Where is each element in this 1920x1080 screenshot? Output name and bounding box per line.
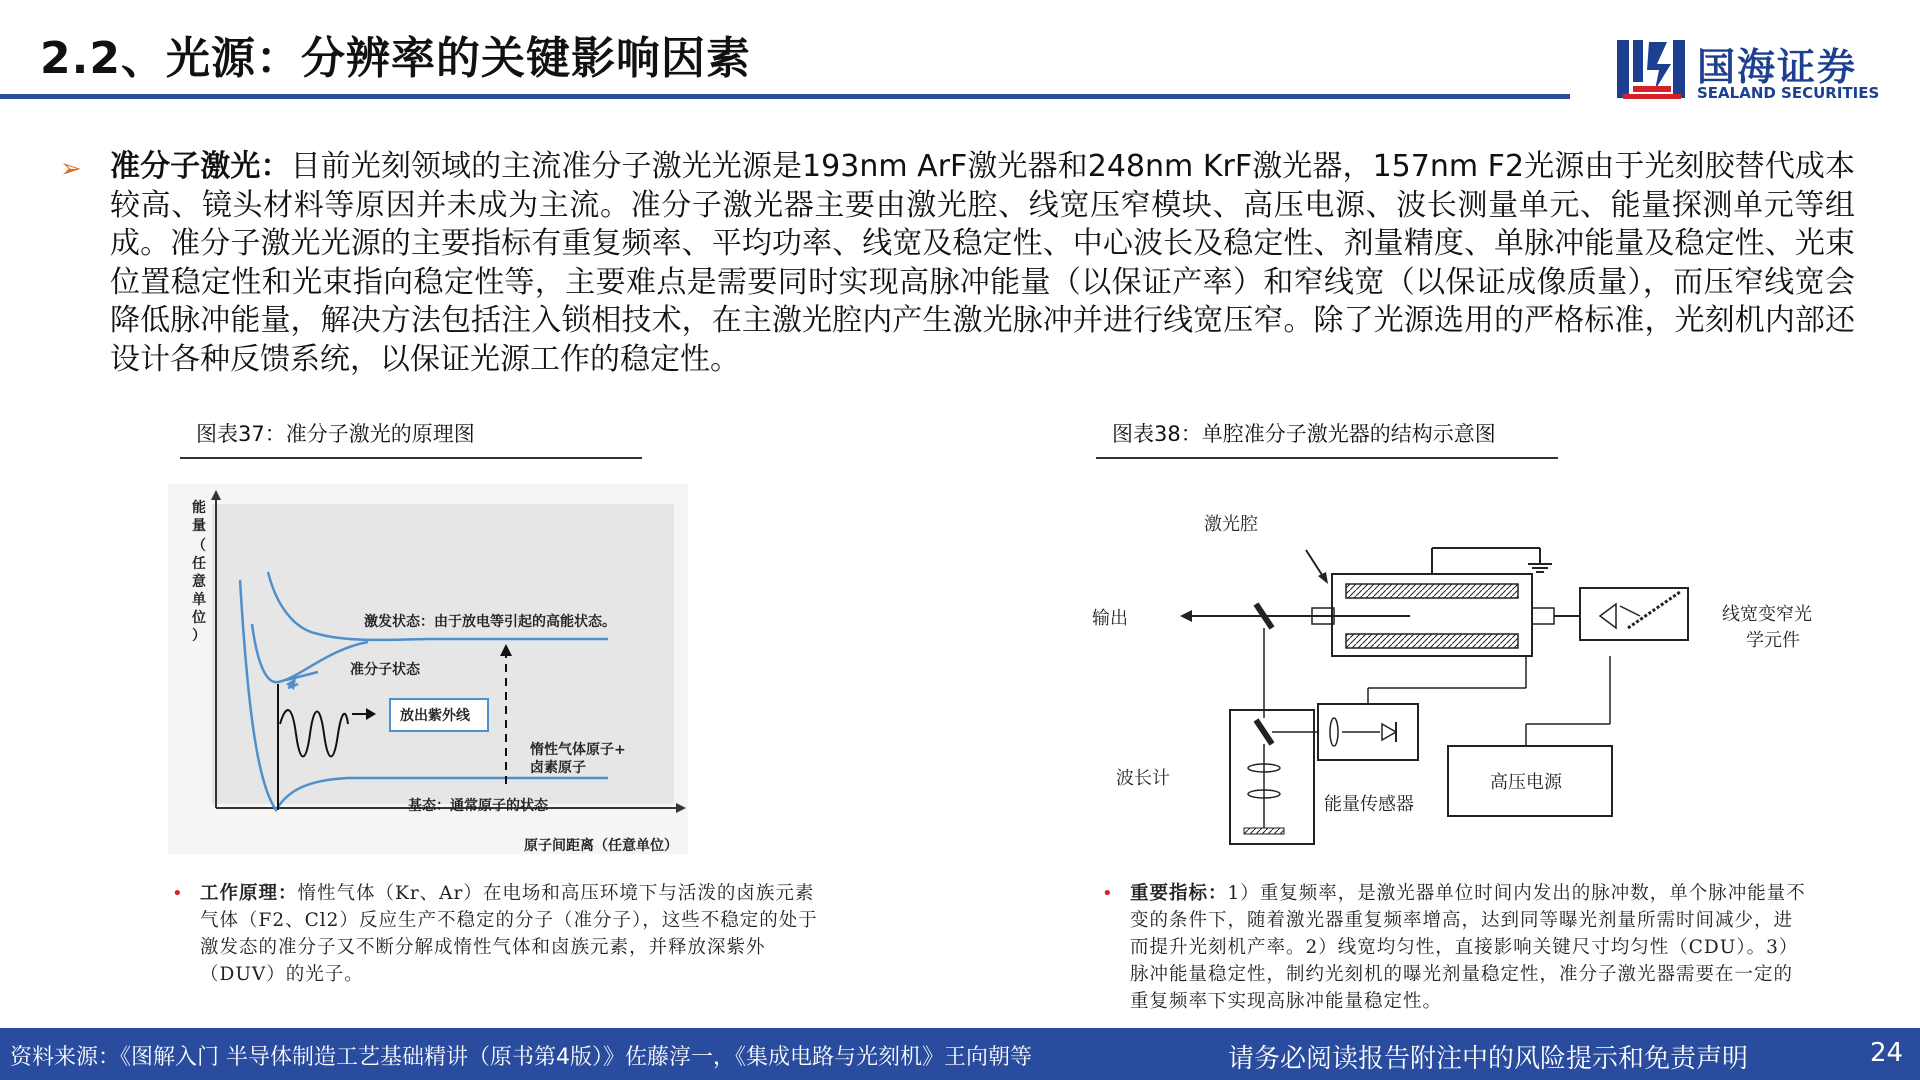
figure-38-note [1102, 880, 1810, 1015]
svg-text:单: 单 [192, 592, 206, 608]
inert-gas-label-1: 惰性气体原子+ [530, 742, 626, 758]
arrow-bullet-icon: ➢ [60, 154, 82, 184]
page-number: 24 [1870, 1038, 1904, 1068]
svg-text:位: 位 [192, 610, 206, 626]
svg-text:意: 意 [192, 574, 206, 590]
ground-state-label: 基态：通常原子的状态 [408, 798, 548, 814]
footer-bar [0, 1028, 1920, 1080]
output-label: 输出 [1092, 608, 1128, 629]
svg-text:能: 能 [192, 500, 206, 516]
narrowing-label-2: 学元件 [1746, 630, 1800, 651]
figure-37-rule [180, 457, 642, 459]
disclaimer-text: 请务必阅读报告附注中的风险提示和免责声明 [1228, 1044, 1749, 1074]
page-title: 2.2、光源：分辨率的关键影响因素 [40, 33, 751, 84]
figure-37-note [172, 880, 820, 988]
title-divider [0, 94, 1570, 99]
excimer-state-label: 准分子状态 [350, 662, 420, 678]
wavemeter-label: 波长计 [1116, 768, 1170, 789]
uv-label: 放出紫外线 [400, 708, 470, 724]
svg-text:任: 任 [192, 556, 206, 572]
source-citation: 资料来源：《图解入门 半导体制造工艺基础精讲（原书第4版）》佐藤淳一，《集成电路与光刻机》王向朝等 [10, 1045, 1032, 1070]
bullet-dot-icon: • [172, 883, 184, 904]
hv-power-label: 高压电源 [1490, 772, 1562, 793]
paragraph-lead: 准分子激光： [110, 149, 291, 184]
note-text: 1）重复频率，是激光器单位时间内发出的脉冲数，单个脉冲能量不变的条件下，随着激光器重复频率增高，达到同等曝光剂量所需时间减少，进而提升光刻机产率。2）线宽均匀性，直接影响关键尺寸均匀性（CDU）。3）脉冲能量稳定性，制约光刻机的曝光剂量稳定性，准分子激光器需要在一定的重复频率下实现高脉冲能量稳定性。 [1130, 883, 1806, 1012]
excimer-principle-diagram [168, 484, 688, 854]
energy-sensor-label: 能量传感器 [1324, 794, 1414, 815]
logo-name: 国海证券 [1697, 45, 1858, 89]
laser-structure-diagram [1080, 488, 1812, 868]
body-paragraph [110, 148, 1855, 379]
figure-38-rule [1096, 457, 1558, 459]
figure-38-caption: 图表38：单腔准分子激光器的结构示意图 [1112, 422, 1496, 446]
paragraph-text: 目前光刻领域的主流准分子激光光源是193nm ArF激光器和248nm KrF激光器，157nm F2光源由于光刻胶替代成本较高、镜头材料等原因并未成为主流。准分子激光器主要由激光腔、线宽压窄模块、高压电源、波长测量单元、能量探测单元等组成。准分子激光光源的主要指标有重复频率、平均功率、线宽及稳定性、中心波长及稳定性、剂量精度、单脉冲能量及稳定性、光束位置稳定性和光束指向稳定性等，主要难点是需要同时实现高脉冲能量（以保证产率）和窄线宽（以保证成像质量），而压窄线宽会降低脉冲能量，解决方法包括注入锁相技术，在主激光腔内产生激光脉冲并进行线宽压窄。除了光源选用的严格标准，光刻机内部还设计各种反馈系统，以保证光源工作的稳定性。 [110, 149, 1856, 377]
narrowing-label-1: 线宽变窄光 [1722, 604, 1812, 625]
cavity-label: 激光腔 [1204, 514, 1258, 535]
svg-text:（: （ [192, 538, 206, 554]
logo-english: SEALAND SECURITIES [1697, 84, 1880, 102]
y-axis-label [191, 499, 206, 644]
brand-logo [1615, 34, 1885, 104]
x-axis-label: 原子间距离（任意单位） [524, 838, 678, 854]
svg-text:）: ） [192, 628, 206, 644]
excited-state-label: 激发状态：由于放电等引起的高能状态。 [364, 614, 616, 630]
svg-text:量: 量 [192, 518, 206, 534]
inert-gas-label-2: 卤素原子 [530, 760, 586, 776]
bullet-dot-icon: • [1102, 883, 1114, 904]
figure-37-caption: 图表37：准分子激光的原理图 [196, 422, 475, 446]
note-lead: 工作原理： [200, 883, 298, 904]
note-lead: 重要指标： [1130, 883, 1228, 904]
logo-mark-icon [1615, 34, 1689, 104]
note-text: 惰性气体（Kr、Ar）在电场和高压环境下与活泼的卤族元素气体（F2、Cl2）反应生产不稳定的分子（准分子），这些不稳定的处于激发态的准分子又不断分解成惰性气体和卤族元素，并释放深紫外（DUV）的光子。 [200, 883, 818, 985]
